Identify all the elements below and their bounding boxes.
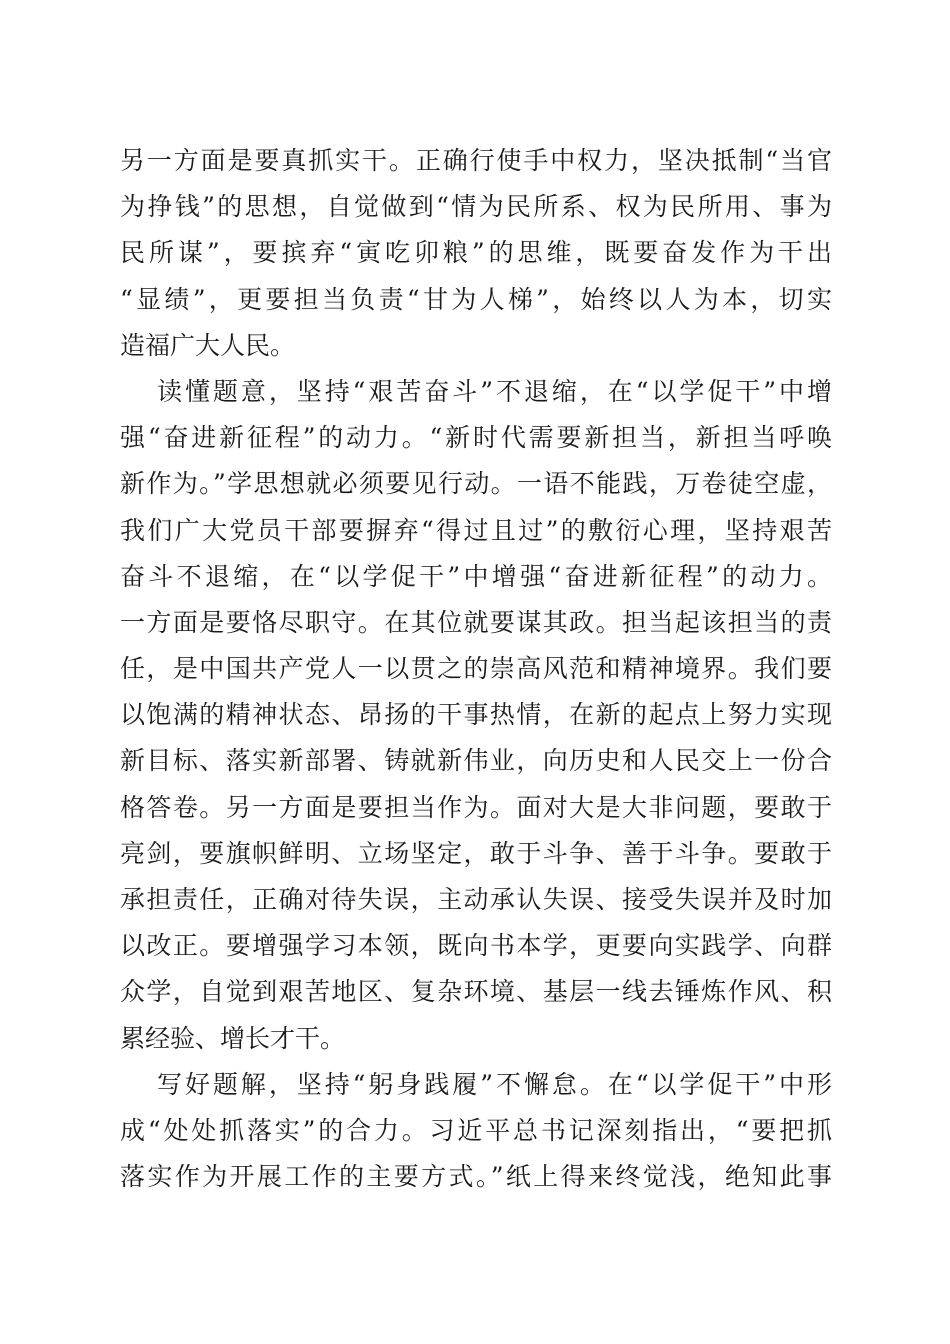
text-line: 一方面是要恪尽职守。在其位就要谋其政。担当起该担当的责 xyxy=(120,607,832,637)
text-line: 累经验、增长才干。 xyxy=(120,1023,346,1053)
text-line: 另一方面是要真抓实干。正确行使手中权力，坚决抵制“当官 xyxy=(120,146,832,175)
paragraph-start-line: 写好题解，坚持“躬身践履”不懈怠。在“以学促干”中形 xyxy=(157,1069,832,1099)
text-line: 承担责任，正确对待失误，主动承认失误、接受失误并及时加 xyxy=(120,885,832,914)
text-line: 亮剑，要旗帜鲜明、立场坚定，敢于斗争、善于斗争。要敢于 xyxy=(120,838,832,868)
text-line: 民所谋”，要摈弃“寅吃卯粮”的思维，既要奋发作为干出 xyxy=(120,238,832,268)
text-line: 新作为。”学思想就必须要见行动。一语不能践，万卷徒空虚， xyxy=(120,469,832,499)
text-line: 众学，自觉到艰苦地区、复杂环境、基层一线去锤炼作风、积 xyxy=(120,977,832,1007)
text-line: 任，是中国共产党人一以贯之的崇高风范和精神境界。我们要 xyxy=(120,654,832,684)
text-line: 落实作为开展工作的主要方式。”纸上得来终觉浅，绝知此事 xyxy=(120,1162,832,1192)
text-line: 我们广大党员干部要摒弃“得过且过”的敷衍心理，坚持艰苦 xyxy=(120,515,832,545)
paragraph-start-line: 读懂题意，坚持“艰苦奋斗”不退缩，在“以学促干”中增 xyxy=(157,376,832,406)
text-line: 造福广大人民。 xyxy=(120,330,296,360)
body-text xyxy=(120,138,832,1200)
text-line: “显绩”，更要担当负责“甘为人梯”，始终以人为本，切实 xyxy=(120,284,832,314)
text-line: 格答卷。另一方面是要担当作为。面对大是大非问题，要敢于 xyxy=(120,792,832,822)
text-line: 强“奋进新征程”的动力。“新时代需要新担当，新担当呼唤 xyxy=(120,423,832,453)
text-line: 成“处处抓落实”的合力。习近平总书记深刻指出，“要把抓 xyxy=(120,1115,832,1145)
text-line: 以饱满的精神状态、昂扬的干事热情，在新的起点上努力实现 xyxy=(120,700,832,730)
text-line: 奋斗不退缩，在“以学促干”中增强“奋进新征程”的动力。 xyxy=(120,561,832,591)
text-line: 以改正。要增强学习本领，既向书本学，更要向实践学、向群 xyxy=(120,931,832,961)
text-line: 新目标、落实新部署、铸就新伟业，向历史和人民交上一份合 xyxy=(120,746,832,776)
text-line: 为挣钱”的思想，自觉做到“情为民所系、权为民所用、事为 xyxy=(120,192,832,222)
